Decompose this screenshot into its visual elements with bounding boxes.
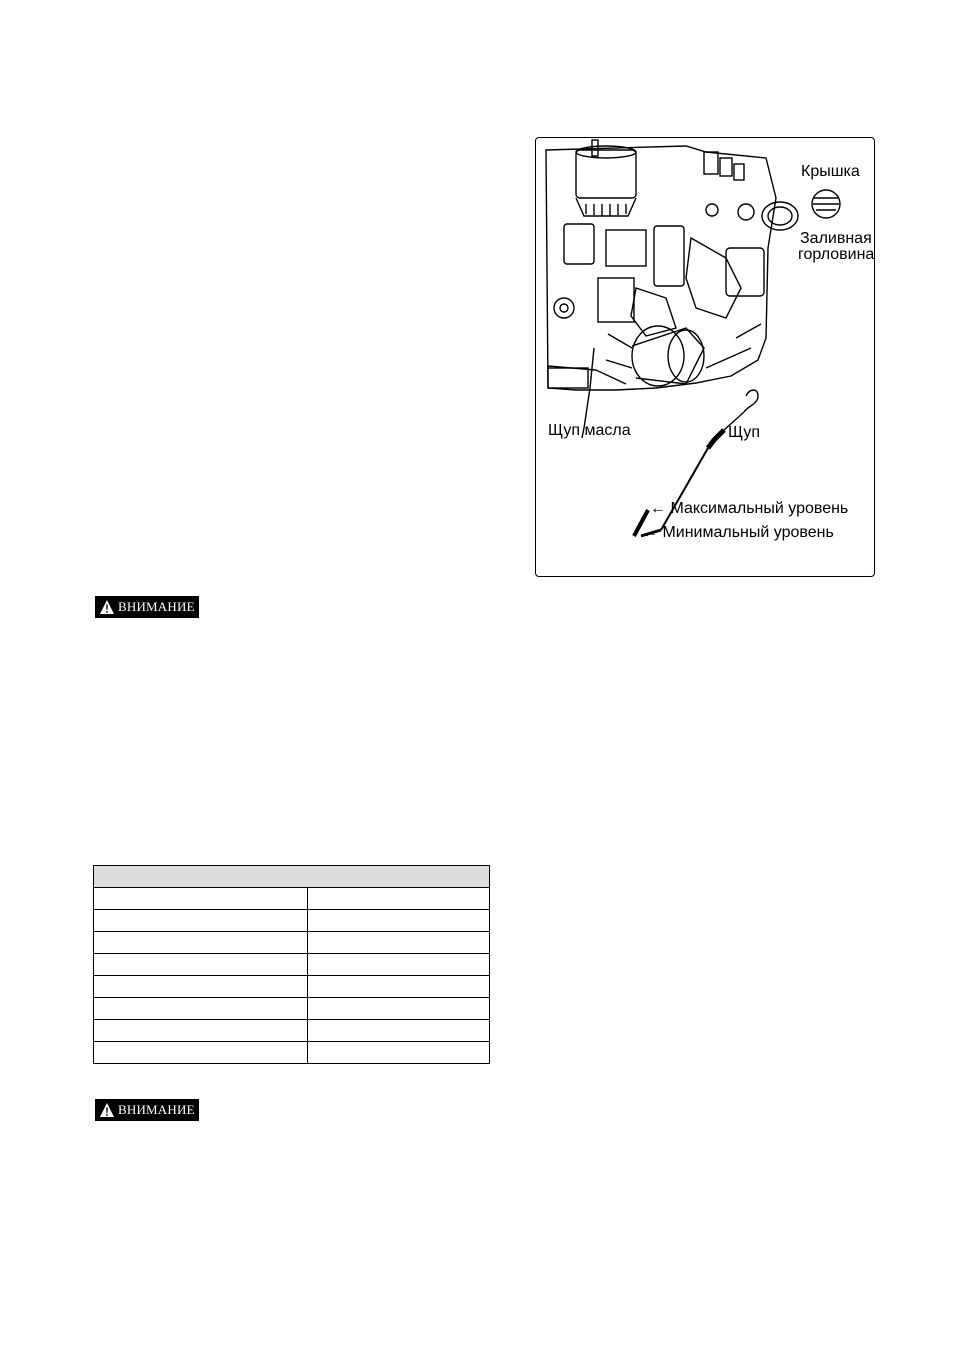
table-row [94, 888, 490, 910]
table-cell [94, 976, 308, 998]
table-cell [94, 888, 308, 910]
filler-neck-label-line1: Заливная [800, 230, 872, 247]
table-cell [94, 1042, 308, 1064]
table-cell [94, 910, 308, 932]
table-cell [94, 1020, 308, 1042]
warning-label: ВНИМАНИЕ [118, 1102, 195, 1117]
warning-triangle-icon [99, 1102, 115, 1118]
warning-triangle-icon [99, 599, 115, 615]
table-cell [308, 910, 490, 932]
table-cell [308, 1020, 490, 1042]
table-row [94, 954, 490, 976]
table-cell [308, 998, 490, 1020]
table-cell [308, 1042, 490, 1064]
table-header [94, 866, 490, 888]
engine-oil-figure [535, 137, 875, 577]
table-row [94, 910, 490, 932]
max-level-label: ← Максимальный уровень [650, 500, 849, 517]
table-row [94, 1020, 490, 1042]
filler-neck-label-line2: горловина [798, 246, 875, 263]
warning-badge-1 [95, 596, 199, 618]
table-cell [308, 976, 490, 998]
min-level-label: ← Минимальный уровень [642, 524, 834, 541]
table-row [94, 998, 490, 1020]
table-cell [94, 932, 308, 954]
warning-badge-2 [95, 1099, 199, 1121]
dipstick-label: Щуп [728, 424, 761, 441]
table-row [94, 976, 490, 998]
table-row [94, 1042, 490, 1064]
table-cell [308, 888, 490, 910]
table-cell [94, 954, 308, 976]
table-row [94, 932, 490, 954]
table-cell [308, 932, 490, 954]
oil-dipstick-label: Щуп масла [548, 422, 631, 439]
spec-table [93, 865, 490, 1064]
table-cell [94, 998, 308, 1020]
warning-label: ВНИМАНИЕ [118, 599, 195, 614]
table-cell [308, 954, 490, 976]
cap-label: Крышка [801, 163, 860, 180]
